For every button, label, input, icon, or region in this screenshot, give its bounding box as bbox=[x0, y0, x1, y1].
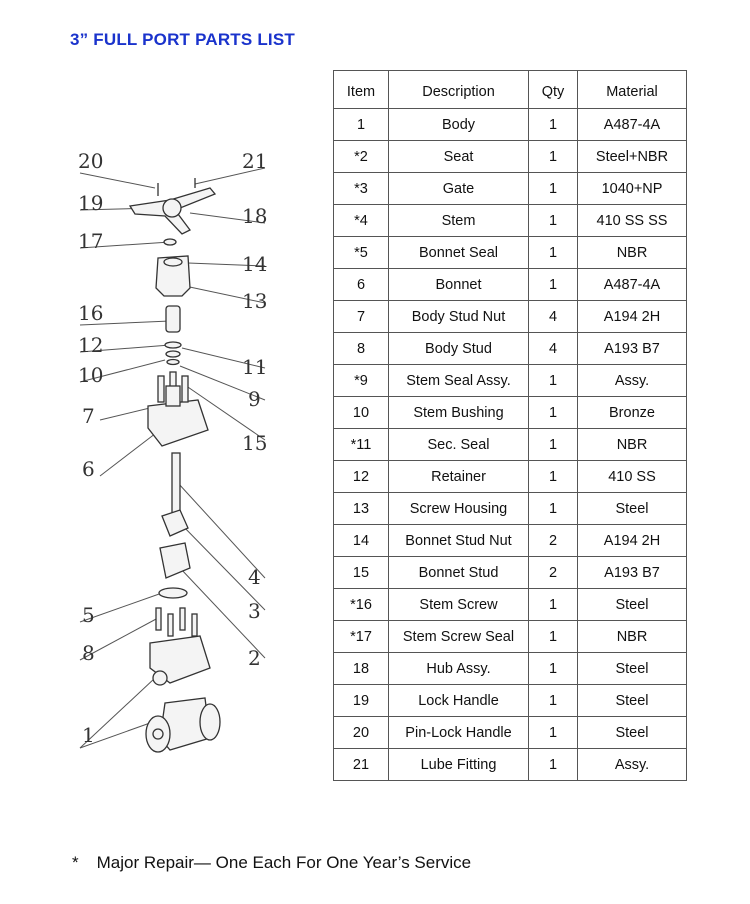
header-qty: Qty bbox=[529, 71, 578, 109]
cell-description: Stem Screw Seal bbox=[389, 621, 529, 653]
cell-item: 10 bbox=[334, 397, 389, 429]
cell-description: Bonnet Stud bbox=[389, 557, 529, 589]
cell-material: Steel+NBR bbox=[578, 141, 687, 173]
cell-material: NBR bbox=[578, 237, 687, 269]
callout-label: 7 bbox=[82, 404, 95, 428]
cell-description: Body bbox=[389, 109, 529, 141]
cell-description: Lube Fitting bbox=[389, 749, 529, 781]
cell-material: Bronze bbox=[578, 397, 687, 429]
cell-item: 7 bbox=[334, 301, 389, 333]
table-row bbox=[334, 301, 687, 333]
table-row bbox=[334, 205, 687, 237]
parts-table bbox=[333, 70, 687, 781]
cell-item: 13 bbox=[334, 493, 389, 525]
table-header-row bbox=[334, 71, 687, 109]
header-item: Item bbox=[334, 71, 389, 109]
cell-qty: 1 bbox=[529, 109, 578, 141]
cell-material: A194 2H bbox=[578, 301, 687, 333]
cell-item: *16 bbox=[334, 589, 389, 621]
table-row bbox=[334, 397, 687, 429]
table-row bbox=[334, 493, 687, 525]
cell-material: A194 2H bbox=[578, 525, 687, 557]
cell-qty: 1 bbox=[529, 749, 578, 781]
cell-description: Screw Housing bbox=[389, 493, 529, 525]
cell-item: 8 bbox=[334, 333, 389, 365]
callout-label: 2 bbox=[248, 646, 261, 670]
table-row bbox=[334, 109, 687, 141]
callout-label: 8 bbox=[82, 641, 95, 665]
cell-description: Stem Seal Assy. bbox=[389, 365, 529, 397]
cell-qty: 1 bbox=[529, 205, 578, 237]
footnote-marker: * bbox=[72, 853, 79, 872]
table-row bbox=[334, 461, 687, 493]
table-row bbox=[334, 333, 687, 365]
cell-item: 14 bbox=[334, 525, 389, 557]
cell-material: A193 B7 bbox=[578, 557, 687, 589]
cell-item: *11 bbox=[334, 429, 389, 461]
cell-material: Steel bbox=[578, 493, 687, 525]
cell-description: Sec. Seal bbox=[389, 429, 529, 461]
cell-description: Stem Screw bbox=[389, 589, 529, 621]
callout-label: 10 bbox=[78, 363, 104, 387]
callout-label: 14 bbox=[242, 252, 268, 276]
cell-description: Stem Bushing bbox=[389, 397, 529, 429]
table-row bbox=[334, 621, 687, 653]
cell-qty: 1 bbox=[529, 685, 578, 717]
cell-description: Body Stud Nut bbox=[389, 301, 529, 333]
cell-material: NBR bbox=[578, 429, 687, 461]
cell-qty: 1 bbox=[529, 269, 578, 301]
callout-label: 3 bbox=[248, 599, 261, 623]
cell-item: 12 bbox=[334, 461, 389, 493]
table-row bbox=[334, 717, 687, 749]
cell-qty: 2 bbox=[529, 525, 578, 557]
cell-item: *2 bbox=[334, 141, 389, 173]
footnote-text: Major Repair— One Each For One Year’s Service bbox=[96, 853, 472, 872]
callout-label: 11 bbox=[242, 355, 268, 379]
table-row bbox=[334, 525, 687, 557]
cell-qty: 1 bbox=[529, 717, 578, 749]
cell-item: 6 bbox=[334, 269, 389, 301]
callout-label: 9 bbox=[248, 387, 261, 411]
table-row bbox=[334, 141, 687, 173]
exploded-valve-diagram bbox=[70, 138, 285, 763]
callout-label: 16 bbox=[78, 301, 104, 325]
cell-material: Steel bbox=[578, 717, 687, 749]
cell-material: 410 SS bbox=[578, 461, 687, 493]
callout-label: 20 bbox=[78, 149, 104, 173]
table-row bbox=[334, 173, 687, 205]
cell-material: 410 SS SS bbox=[578, 205, 687, 237]
cell-material: Steel bbox=[578, 685, 687, 717]
table-row bbox=[334, 429, 687, 461]
table-row bbox=[334, 557, 687, 589]
footnote bbox=[72, 853, 471, 873]
cell-item: 20 bbox=[334, 717, 389, 749]
cell-description: Bonnet bbox=[389, 269, 529, 301]
cell-description: Pin-Lock Handle bbox=[389, 717, 529, 749]
cell-qty: 1 bbox=[529, 653, 578, 685]
cell-item: 21 bbox=[334, 749, 389, 781]
callout-label: 12 bbox=[78, 333, 104, 357]
callout-label: 1 bbox=[82, 723, 95, 747]
cell-material: A487-4A bbox=[578, 109, 687, 141]
table-row bbox=[334, 685, 687, 717]
cell-material: 1040+NP bbox=[578, 173, 687, 205]
table-row bbox=[334, 653, 687, 685]
callout-label: 4 bbox=[248, 565, 261, 589]
cell-description: Body Stud bbox=[389, 333, 529, 365]
callout-label: 18 bbox=[242, 204, 268, 228]
table-row bbox=[334, 237, 687, 269]
cell-material: Steel bbox=[578, 589, 687, 621]
cell-material: NBR bbox=[578, 621, 687, 653]
table-row bbox=[334, 269, 687, 301]
table-row bbox=[334, 749, 687, 781]
cell-item: *4 bbox=[334, 205, 389, 237]
cell-qty: 1 bbox=[529, 461, 578, 493]
cell-description: Gate bbox=[389, 173, 529, 205]
cell-qty: 1 bbox=[529, 429, 578, 461]
cell-item: 18 bbox=[334, 653, 389, 685]
exploded-diagram-svg bbox=[70, 138, 285, 763]
cell-material: A193 B7 bbox=[578, 333, 687, 365]
cell-item: 1 bbox=[334, 109, 389, 141]
cell-qty: 1 bbox=[529, 365, 578, 397]
cell-description: Bonnet Stud Nut bbox=[389, 525, 529, 557]
cell-item: *5 bbox=[334, 237, 389, 269]
table-row bbox=[334, 589, 687, 621]
cell-description: Seat bbox=[389, 141, 529, 173]
callout-label: 6 bbox=[82, 457, 95, 481]
cell-qty: 1 bbox=[529, 237, 578, 269]
cell-material: Steel bbox=[578, 653, 687, 685]
cell-material: A487-4A bbox=[578, 269, 687, 301]
cell-item: *3 bbox=[334, 173, 389, 205]
cell-qty: 1 bbox=[529, 141, 578, 173]
callout-label: 13 bbox=[242, 289, 268, 313]
callout-label: 15 bbox=[242, 431, 268, 455]
cell-item: 15 bbox=[334, 557, 389, 589]
cell-item: *9 bbox=[334, 365, 389, 397]
cell-qty: 2 bbox=[529, 557, 578, 589]
cell-item: 19 bbox=[334, 685, 389, 717]
cell-qty: 1 bbox=[529, 173, 578, 205]
page-title: 3” FULL PORT PARTS LIST bbox=[70, 30, 295, 49]
header-description: Description bbox=[389, 71, 529, 109]
cell-qty: 4 bbox=[529, 333, 578, 365]
cell-description: Retainer bbox=[389, 461, 529, 493]
cell-qty: 4 bbox=[529, 301, 578, 333]
cell-description: Hub Assy. bbox=[389, 653, 529, 685]
cell-material: Assy. bbox=[578, 365, 687, 397]
callout-label: 19 bbox=[78, 191, 104, 215]
cell-material: Assy. bbox=[578, 749, 687, 781]
cell-qty: 1 bbox=[529, 621, 578, 653]
header-material: Material bbox=[578, 71, 687, 109]
table-row bbox=[334, 365, 687, 397]
cell-qty: 1 bbox=[529, 493, 578, 525]
cell-qty: 1 bbox=[529, 589, 578, 621]
cell-item: *17 bbox=[334, 621, 389, 653]
cell-description: Lock Handle bbox=[389, 685, 529, 717]
callout-label: 21 bbox=[242, 149, 268, 173]
cell-qty: 1 bbox=[529, 397, 578, 429]
callout-label: 5 bbox=[82, 603, 95, 627]
cell-description: Bonnet Seal bbox=[389, 237, 529, 269]
cell-description: Stem bbox=[389, 205, 529, 237]
callout-label: 17 bbox=[78, 229, 104, 253]
